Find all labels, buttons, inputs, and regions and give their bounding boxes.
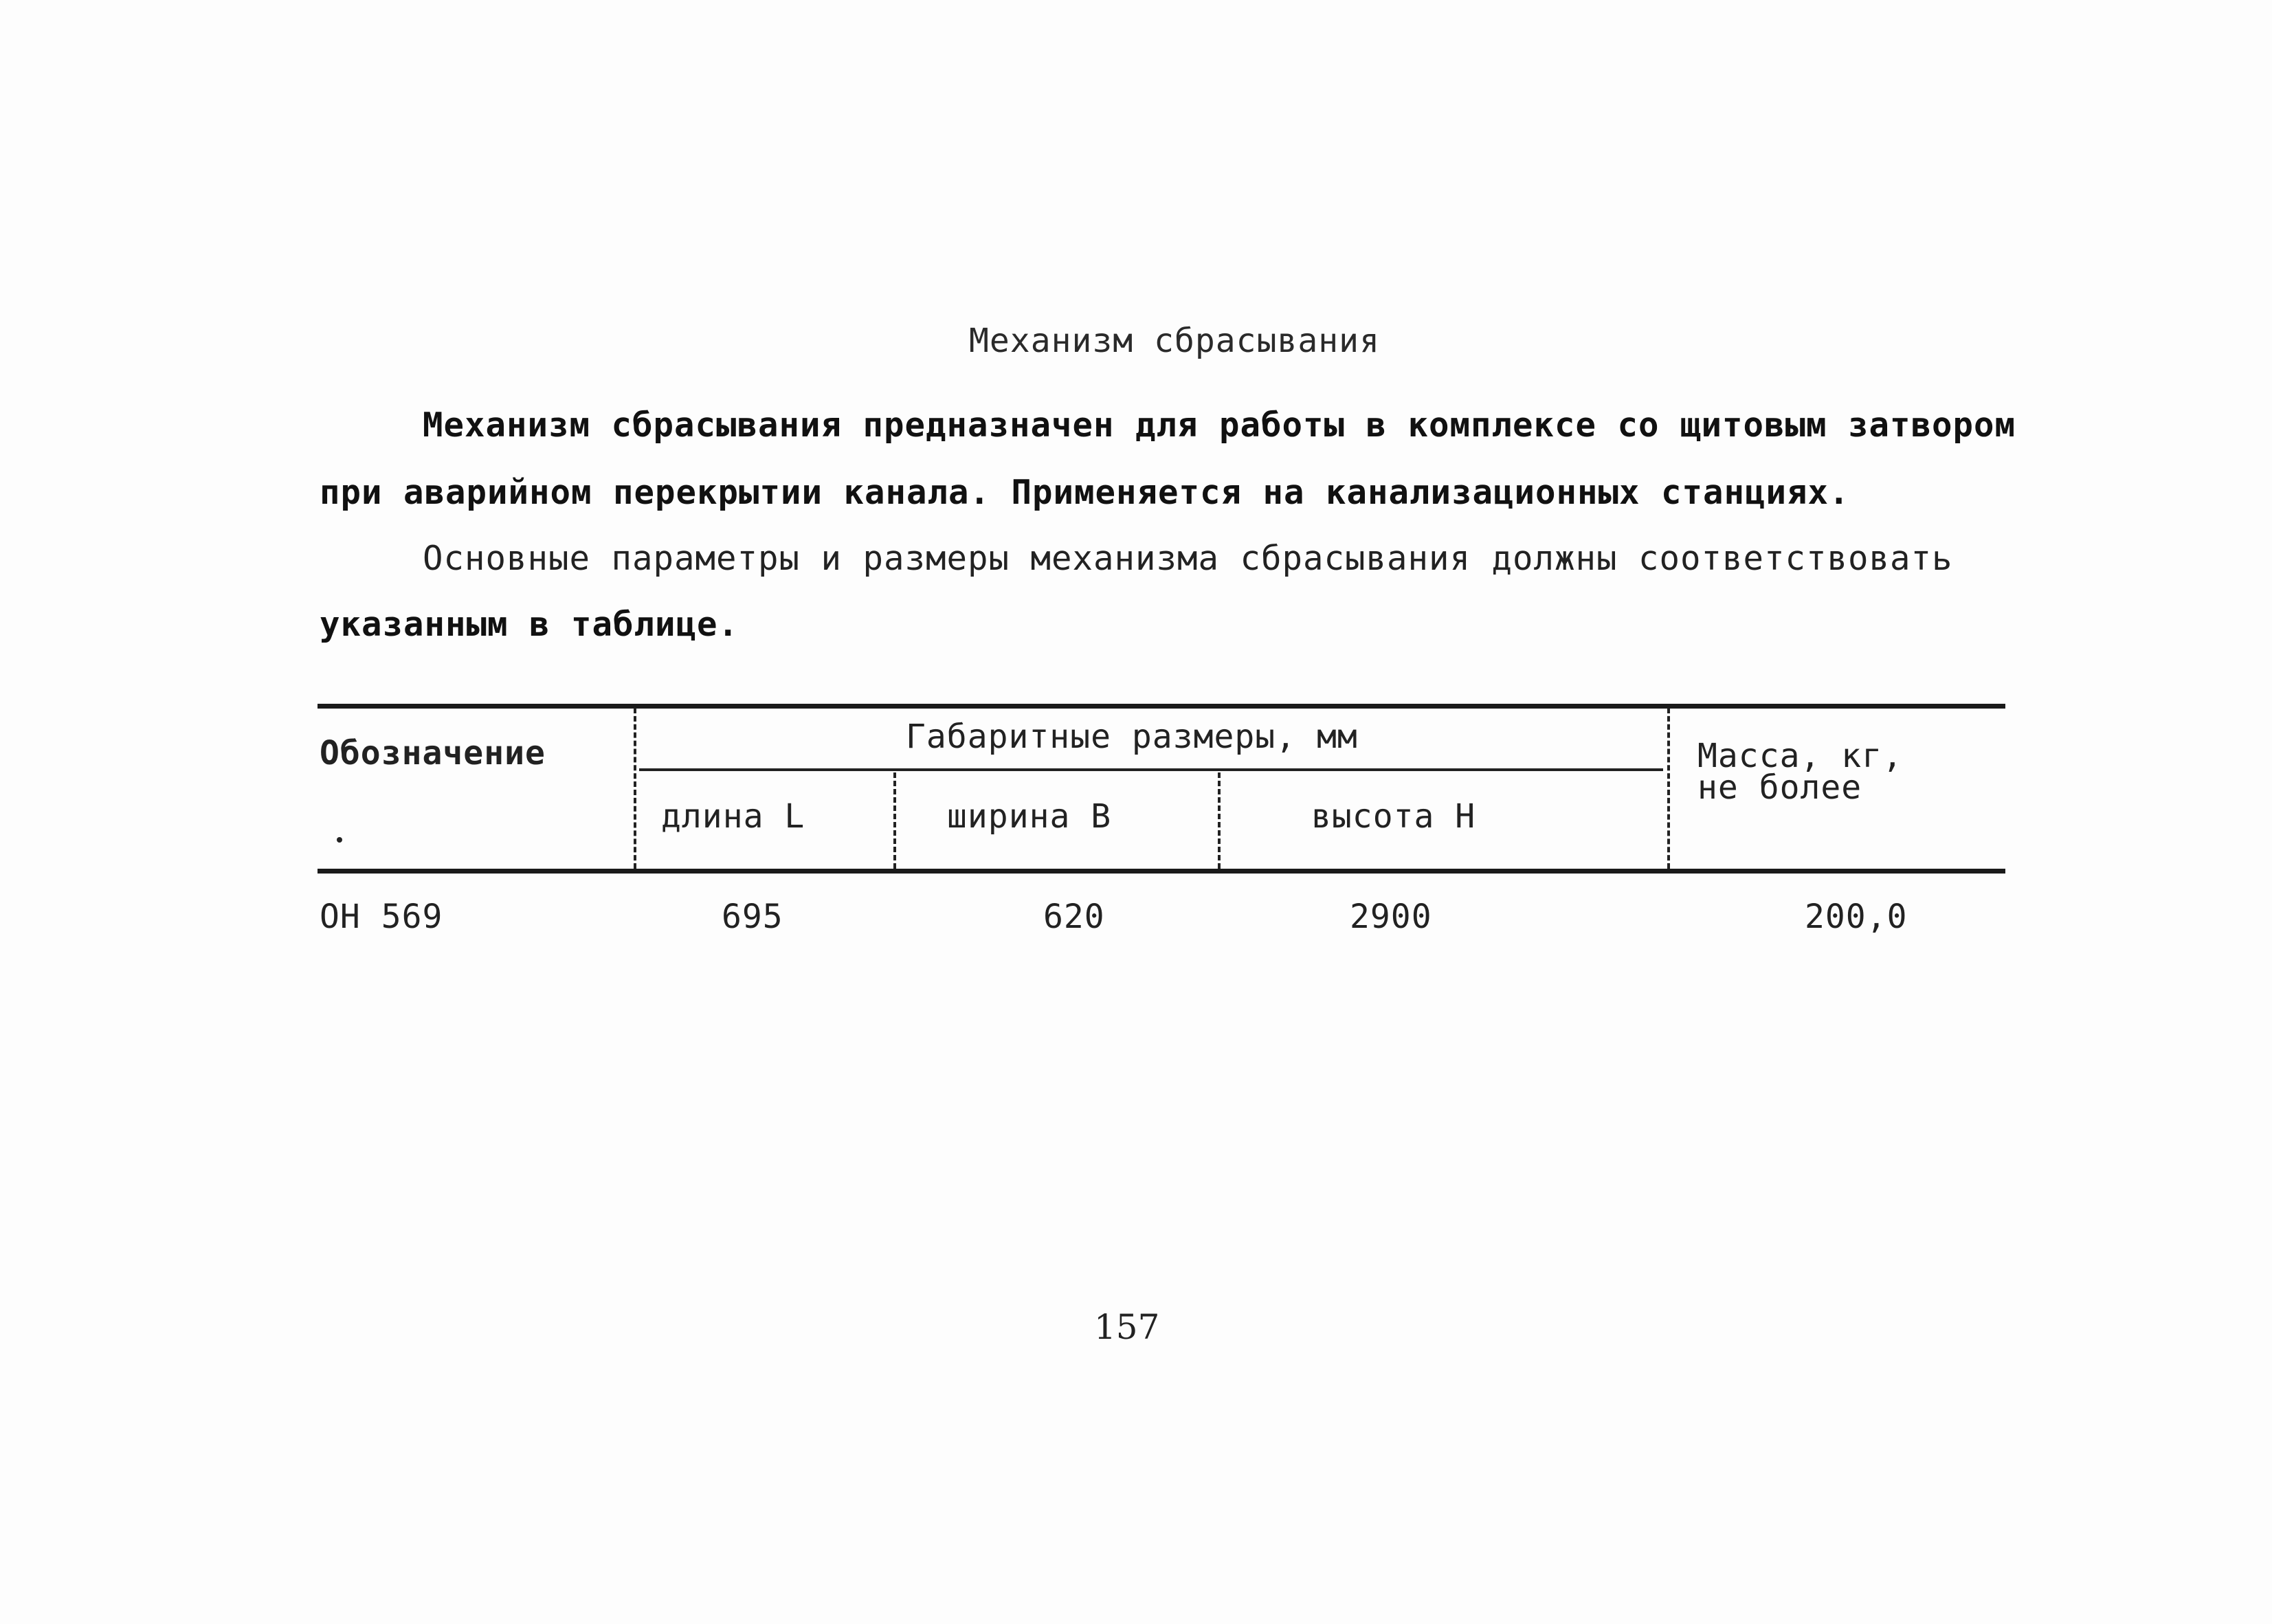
header-width: ширина B (947, 797, 1112, 836)
paragraph-1-line-2: при аварийном перекрытии канала. Применяется на канализационных станциях. (320, 473, 1850, 512)
header-mass-line-1: Масса, кг, (1697, 737, 1903, 775)
paragraph-2-line-2: указанным в таблице. (320, 605, 739, 644)
page-number: 157 (1094, 1307, 1160, 1347)
header-height: высота H (1311, 797, 1476, 836)
stray-mark (337, 837, 342, 843)
cell-width: 620 (1043, 898, 1105, 936)
paragraph-2-line-1: Основные параметры и размеры механизма сбрасывания должны соответствовать (423, 539, 1953, 578)
paragraph-1-line-1: Механизм сбрасывания предназначен для работы в комплексе со щитовым затвором (423, 405, 2016, 445)
header-length: длина L (661, 797, 805, 836)
cell-mass: 200,0 (1805, 898, 1908, 936)
cell-length: 695 (722, 898, 783, 936)
cell-designation: ОН 569 (320, 898, 443, 936)
header-dimensions-group: Габаритные размеры, мм (906, 718, 1358, 756)
table-divider (893, 772, 896, 869)
table-divider (634, 708, 636, 869)
table-top-rule (318, 704, 2005, 709)
header-mass-line-2: не более (1697, 768, 1862, 807)
header-designation: Обозначение (320, 734, 546, 772)
group-header-rule (639, 768, 1663, 771)
table-divider (1667, 708, 1670, 869)
section-title: Механизм сбрасывания (969, 322, 1380, 360)
header-bottom-rule (318, 869, 2005, 874)
cell-height: 2900 (1350, 898, 1432, 936)
table-divider (1218, 772, 1221, 869)
